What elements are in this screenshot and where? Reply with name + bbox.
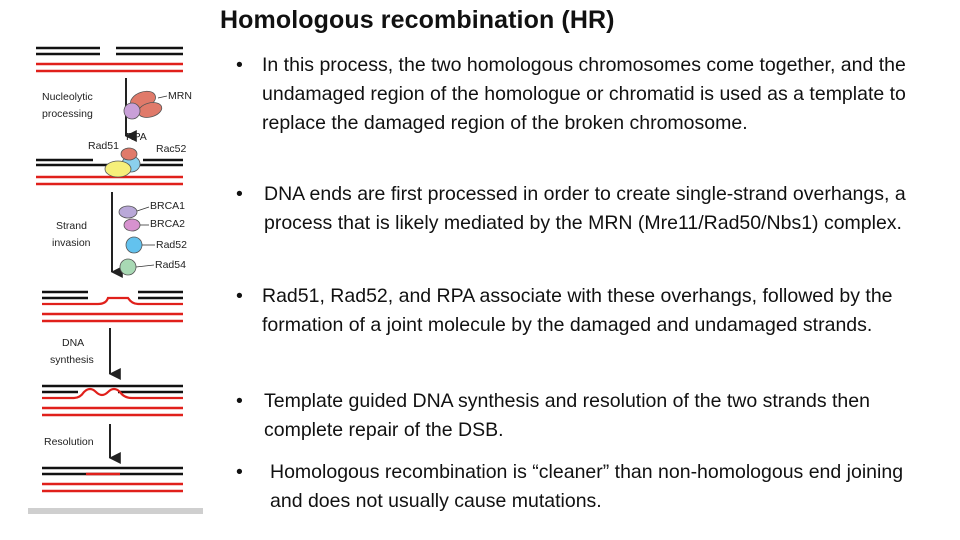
mrn-complex	[124, 88, 192, 120]
label-rad54: Rad54	[155, 259, 186, 271]
rad54-protein	[120, 259, 136, 275]
step-label-dna: DNA	[62, 337, 85, 349]
bullet-item	[236, 387, 936, 445]
label-rac52: Rac52	[156, 143, 187, 155]
rad51-protein	[105, 161, 131, 177]
mre11-protein	[121, 148, 137, 160]
bullet-text: Template guided DNA synthesis and resolution of the two strands then complete repair of the DSB.	[264, 390, 870, 441]
label-rad51: Rad51	[88, 140, 119, 152]
bullet-text: Homologous recombination is “cleaner” than non-homologous end joining and does not usually cause mutations.	[270, 461, 904, 512]
rad52-protein	[126, 237, 142, 253]
diagram-baseline	[28, 508, 203, 514]
step-label-strand: invasion	[52, 237, 91, 249]
recombination-proteins	[119, 200, 187, 275]
bullet-item	[236, 282, 936, 340]
bullet-dot: •	[236, 54, 243, 76]
label-brca1: BRCA1	[150, 200, 186, 212]
template-strand	[42, 389, 183, 398]
resolved-strands	[42, 468, 183, 491]
step-label-nucleolytic: processing	[42, 108, 93, 120]
bullet-item	[236, 51, 936, 138]
slide-title: Homologous recombination (HR)	[220, 6, 615, 34]
rad50-protein	[124, 103, 140, 119]
bullet-text: Rad51, Rad52, and RPA associate with these overhangs, followed by the formation of a joint molecule by the damaged and undamaged strands.	[262, 285, 893, 336]
label-brca2: BRCA2	[150, 218, 186, 230]
bullet-text: DNA ends are first processed in order to create single-strand overhangs, a process that is likely mediated by the MRN (Mre11/Rad50/Nbs1) complex.	[264, 183, 906, 234]
bullet-item	[236, 458, 936, 516]
label-rpa: RPA	[126, 131, 147, 143]
brca1-protein	[119, 206, 137, 218]
brca2-protein	[124, 219, 140, 231]
dsb-strands	[36, 48, 183, 71]
bullet-text: In this process, the two homologous chromosomes come together, and the undamaged region of the homologue or chromatid is used as a template to replace the damaged region of the broken chromosome.	[262, 54, 906, 134]
step-label-nucleolytic: Nucleolytic	[42, 91, 93, 103]
step-label-dna: synthesis	[50, 354, 94, 366]
label-mrn: MRN	[168, 90, 192, 102]
bullet-dot: •	[236, 183, 243, 205]
hr-pathway-diagram	[28, 36, 203, 516]
strand-invasion	[42, 292, 183, 321]
step-label-resolution: Resolution	[44, 436, 94, 448]
step-label-strand: Strand	[56, 220, 87, 232]
label-rad52: Rad52	[156, 239, 187, 251]
bullet-item	[236, 180, 936, 238]
dna-synthesis	[42, 386, 183, 415]
bullet-dot: •	[236, 390, 243, 412]
bullet-dot: •	[236, 461, 243, 483]
bullet-dot: •	[236, 285, 243, 307]
